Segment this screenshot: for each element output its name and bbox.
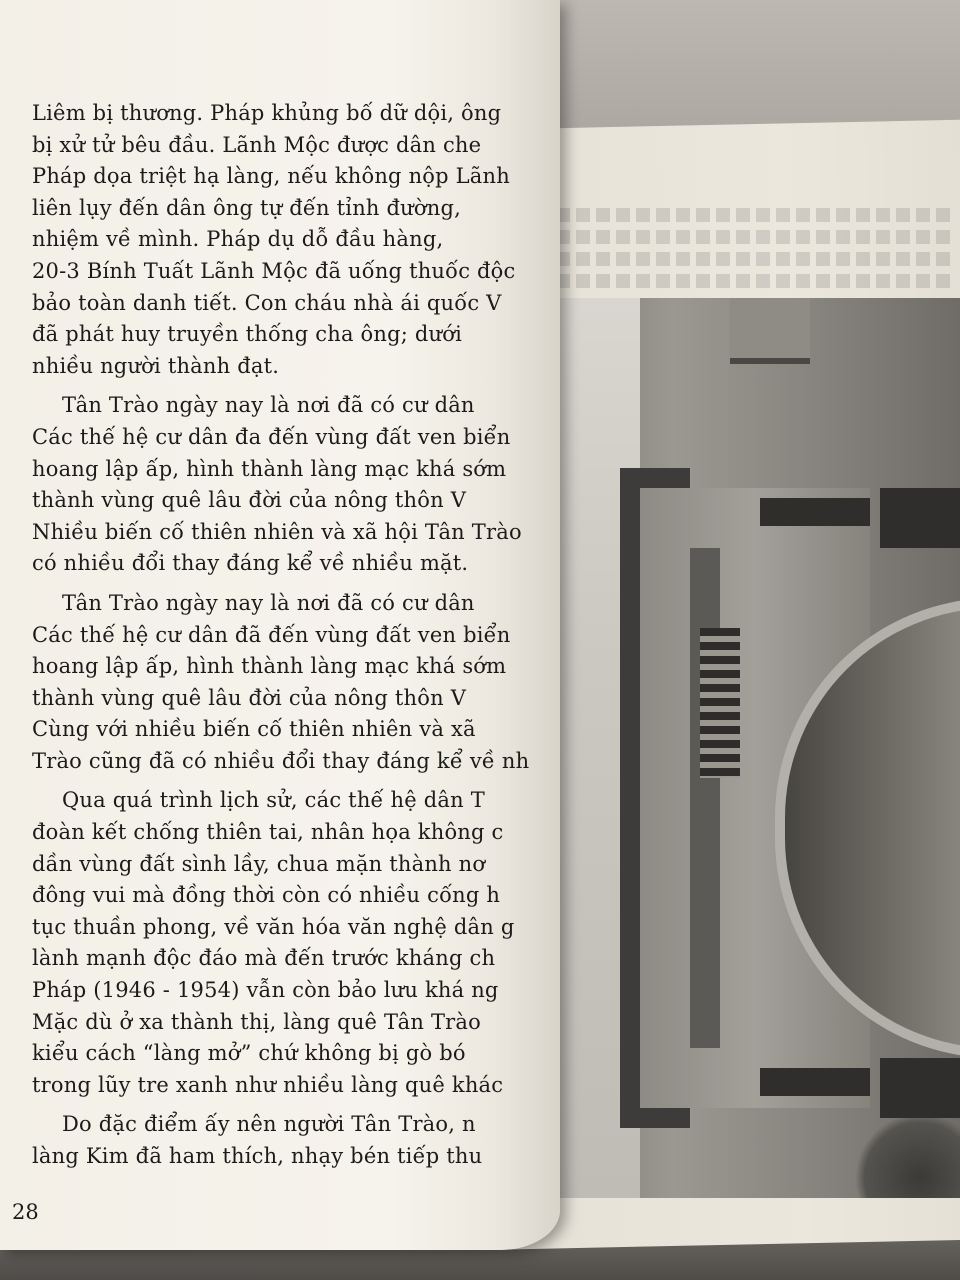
text-line: Trào cũng đã có nhiều đổi thay đáng kể về nh xyxy=(32,748,530,773)
foliage xyxy=(850,1118,960,1198)
text-line: làng Kim đã ham thích, nhạy bén tiếp thu xyxy=(32,1144,483,1168)
text-line: Tân Trào ngày nay là nơi đã có cư dân xyxy=(62,393,475,418)
body-text xyxy=(32,98,632,1173)
paragraph xyxy=(32,1109,632,1172)
text-line: Các thế hệ cư dân đa đến vùng đất ven biển xyxy=(32,424,511,449)
text-line: nhiều người thành đạt. xyxy=(32,353,280,378)
paragraph xyxy=(32,98,632,382)
text-line: đoàn kết chống thiên tai, nhân họa không c xyxy=(32,820,504,845)
text-line: 20-3 Bính Tuất Lãnh Mộc đã uống thuốc độc xyxy=(32,258,516,283)
text-line: hoang lập ấp, hình thành làng mạc khá sớm xyxy=(32,654,507,679)
text-line: Liêm bị thương. Pháp khủng bố dữ dội, ông xyxy=(32,101,502,125)
text-line: lành mạnh độc đáo mà đến trước kháng ch xyxy=(32,946,496,971)
text-line: tục thuần phong, về văn hóa văn nghệ dân g xyxy=(32,914,515,939)
text-line: đông vui mà đồng thời còn có nhiều cống h xyxy=(32,883,501,908)
page-number: 28 xyxy=(12,1200,39,1224)
text-line: bị xử tử bêu đầu. Lãnh Mộc được dân che xyxy=(32,132,482,157)
paragraph xyxy=(32,588,632,778)
text-line: hoang lập ấp, hình thành làng mạc khá sớm xyxy=(32,456,507,481)
text-line: liên lụy đến dân ông tự đến tỉnh đường, xyxy=(32,195,461,220)
text-line: Pháp dọa triệt hạ làng, nếu không nộp Lãnh xyxy=(32,164,510,189)
text-line: Mặc dù ở xa thành thị, làng quê Tân Trào xyxy=(32,1009,481,1034)
text-line: nhiệm về mình. Pháp dụ dỗ đầu hàng, xyxy=(32,227,444,252)
text-line: Cùng với nhiều biến cố thiên nhiên và xã xyxy=(32,717,476,742)
text-line: kiểu cách “làng mở” chứ không bị gò bó xyxy=(32,1041,466,1066)
gate-louvre xyxy=(700,628,740,778)
gate-panel xyxy=(760,1068,870,1096)
gate-pillar-top xyxy=(730,298,810,364)
text-line: đã phát huy truyền thống cha ông; dưới xyxy=(32,322,463,347)
text-line: Các thế hệ cư dân đã đến vùng đất ven biển xyxy=(32,622,511,647)
text-line: bảo toàn danh tiết. Con cháu nhà ái quốc V xyxy=(32,290,502,315)
text-line: thành vùng quê lâu đời của nông thôn V xyxy=(32,685,467,710)
gate-band xyxy=(690,548,720,1048)
text-line: Tân Trào ngày nay là nơi đã có cư dân xyxy=(62,590,475,615)
text-line: dần vùng đất sình lầy, chua mặn thành nơ xyxy=(32,851,486,876)
text-line: thành vùng quê lâu đời của nông thôn V xyxy=(32,488,467,513)
text-line: có nhiều đổi thay đáng kể về nhiều mặt. xyxy=(32,551,469,576)
gate-panel xyxy=(760,498,870,526)
text-line: trong lũy tre xanh như nhiều làng quê khác xyxy=(32,1072,504,1097)
text-line: Qua quá trình lịch sử, các thế hệ dân T xyxy=(62,788,485,813)
paragraph xyxy=(32,390,632,580)
text-line: Do đặc điểm ấy nên người Tân Trào, n xyxy=(62,1112,476,1137)
paragraph xyxy=(32,785,632,1101)
gate-panel xyxy=(880,488,960,548)
gate-panel xyxy=(880,1058,960,1118)
text-line: Pháp (1946 - 1954) vẫn còn bảo lưu khá ng xyxy=(32,978,499,1003)
text-line: Nhiều biến cố thiên nhiên và xã hội Tân Trào xyxy=(32,519,522,544)
